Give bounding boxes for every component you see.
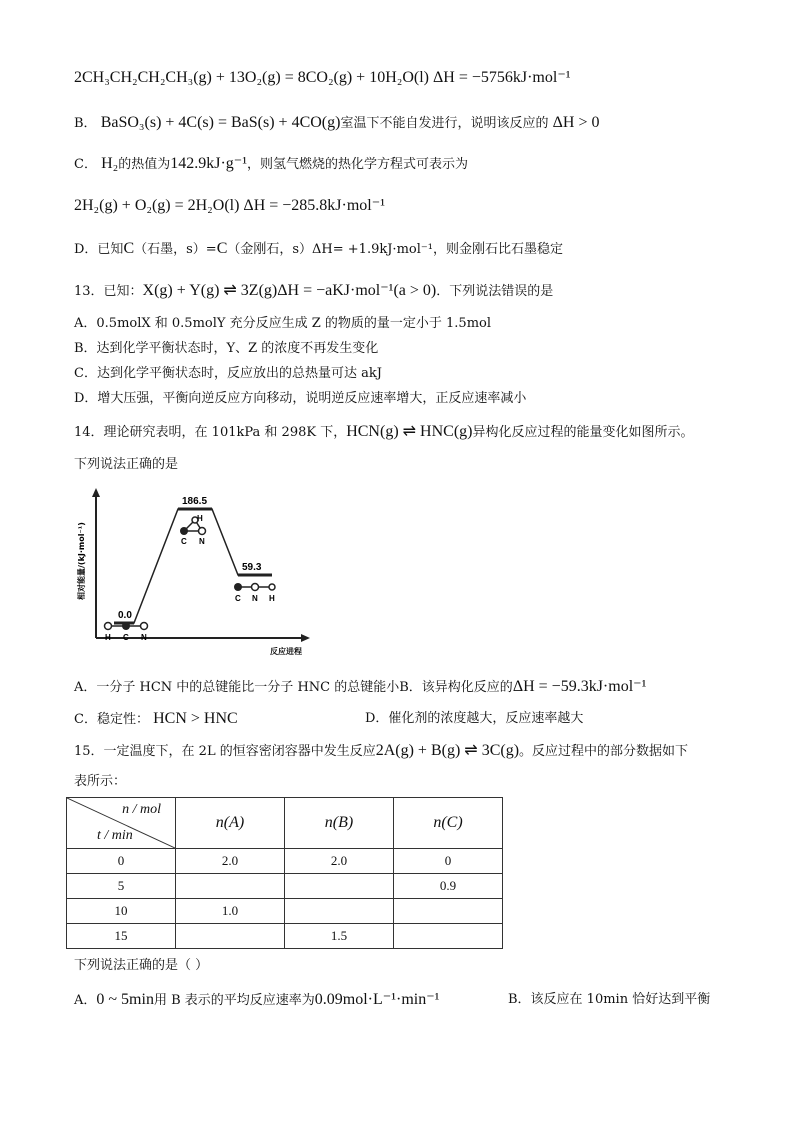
q13-option-b: B．达到化学平衡状态时，Y、Z 的浓度不再发生变化 [74,341,379,356]
option-text: 用 B 表示的平均反应速率为 [153,993,315,1008]
q14-options-ab [74,677,646,698]
table-cell: 2.0 [176,849,285,874]
svg-text:N: N [199,537,205,546]
header-n-unit: n / mol [122,802,161,817]
option-text: C．稳定性： [74,712,149,727]
energy-diagram [74,488,314,658]
question-prefix: 15．一定温度下，在 2L 的恒容密闭容器中发生反应 [74,744,376,759]
question-suffix: 异构化反应过程的能量变化如图所示。 [472,425,694,440]
table-row [67,849,503,874]
table-cell [176,874,285,899]
table-cell: 0 [67,849,176,874]
equation: H₂ [101,155,119,172]
equation: 2A(g) + B(g) ⇌ 3C(g) [375,742,520,759]
equation: HCN > HNC [153,710,238,727]
svg-text:H: H [197,514,203,523]
q13-option-d: D．增大压强，平衡向逆反应方向移动，说明逆反应速率增大，正反应速率减小 [74,391,527,406]
table-cell [285,874,394,899]
q14-option-a: A．一分子 HCN 中的总键能比一分子 HNC 的总键能小 [74,680,400,695]
table-cell [285,899,394,924]
option-label: B． [74,116,97,131]
table-cell: 15 [67,924,176,949]
q14-stem-line2: 下列说法正确的是 [74,457,179,472]
svg-text:H: H [269,594,275,603]
data-table [66,797,503,949]
equation: BaSO₃(s) + 4C(s) = BaS(s) + 4CO(g) [100,114,341,131]
question-prefix: 14．理论研究表明，在 101kPa 和 298K 下， [74,425,347,440]
table-header-cell: n(B) [285,798,394,849]
option-label: D．已知 [74,242,124,257]
equation: HCN(g) ⇌ HNC(g) [346,423,473,440]
q14-option-d: D．催化剂的浓度越大，反应速率越大 [365,711,584,726]
equation-h2-combustion: 2H₂(g) + O₂(g) = 2H₂O(l) ΔH = −285.8kJ·mol⁻¹ [74,197,385,214]
table-corner-header [67,798,176,849]
question-prefix: 13．已知： [74,284,143,299]
svg-text:H: H [105,633,111,642]
option-text: （石墨，s）= [134,242,217,257]
q15-stem-line2: 表所示： [74,774,127,789]
table-cell: 1.5 [285,924,394,949]
question-suffix: ．下列说法错误的是 [436,284,554,299]
q13-option-a: A．0.5molX 和 0.5molY 充分反应生成 Z 的物质的量一定小于 1.5mol [74,316,492,331]
x-axis-label: 反应进程 [270,647,302,656]
table-cell: 2.0 [285,849,394,874]
table-row [67,899,503,924]
equation: 0 ~ 5min [96,991,154,1008]
equation: C [123,240,135,257]
table-header-cell: n(A) [176,798,285,849]
option-text: ，则氢气燃烧的热化学方程式可表示为 [247,157,469,172]
svg-text:N: N [252,594,258,603]
table-cell [176,924,285,949]
q15-stem [74,741,688,762]
q15-option-a [74,990,439,1011]
table-cell: 5 [67,874,176,899]
level-label-start: 0.0 [118,610,132,621]
level-label-end: 59.3 [242,562,262,573]
option-text: （金刚石，s）ΔH= +1.9kJ·mol⁻¹，则金刚石比石墨稳定 [227,242,563,257]
option-text: 的热值为 [118,157,171,172]
q14-stem [74,422,694,443]
equation: 0.09mol·L⁻¹·min⁻¹ [314,991,440,1008]
q15-option-b: B．该反应在 10min 恰好达到平衡 [508,992,711,1007]
svg-text:N: N [141,633,147,642]
equation: X(g) + Y(g) ⇌ 3Z(g)ΔH = −aKJ·mol⁻¹(a > 0) [142,282,437,299]
y-axis-label: 相对能量/(kJ·mol⁻¹) [77,522,86,600]
equation: 142.9kJ·g⁻¹ [170,155,248,172]
svg-text:C: C [123,633,129,642]
svg-text:C: C [181,537,187,546]
table-cell [394,924,503,949]
option-d-graphite [74,239,563,260]
option-c-h2-heat [74,154,468,175]
table-cell: 0 [394,849,503,874]
equation-butane-combustion: 2CH₃CH₂CH₂CH₃(g) + 13O₂(g) = 8CO₂(g) + 10H₂O(l) ΔH = −5756kJ·mol⁻¹ [74,69,571,86]
option-b-baso3 [74,113,599,134]
table-row [67,924,503,949]
q13-stem [74,281,553,302]
svg-text:C: C [235,594,241,603]
level-label-ts: 186.5 [182,496,208,507]
y-axis-arrow [92,488,100,497]
equation: ΔH = −59.3kJ·mol⁻¹ [512,678,647,695]
table-header-row [67,798,503,849]
table-cell: 1.0 [176,899,285,924]
option-label: A． [74,993,97,1008]
header-t-unit: t / min [97,828,133,843]
table-header-cell: n(C) [394,798,503,849]
table-cell [394,899,503,924]
molecule-ts-icon [180,514,206,546]
option-text: 室温下不能自发进行，说明该反应的 [340,116,549,131]
q14-option-b: B．该异构化反应的 [399,680,513,695]
equation: C [216,240,228,257]
q14-option-c [74,709,238,730]
q13-option-c: C．达到化学平衡状态时，反应放出的总热量可达 akJ [74,366,382,381]
equation: ΔH > 0 [552,114,600,131]
table-cell: 10 [67,899,176,924]
table-cell: 0.9 [394,874,503,899]
x-axis-arrow [301,634,310,642]
question-suffix: 。反应过程中的部分数据如下 [519,744,689,759]
q15-prompt: 下列说法正确的是（ ） [74,958,209,973]
energy-diagram-svg [74,488,314,658]
molecule-hnc-icon [234,583,275,603]
option-label: C． [74,157,97,172]
table-row [67,874,503,899]
